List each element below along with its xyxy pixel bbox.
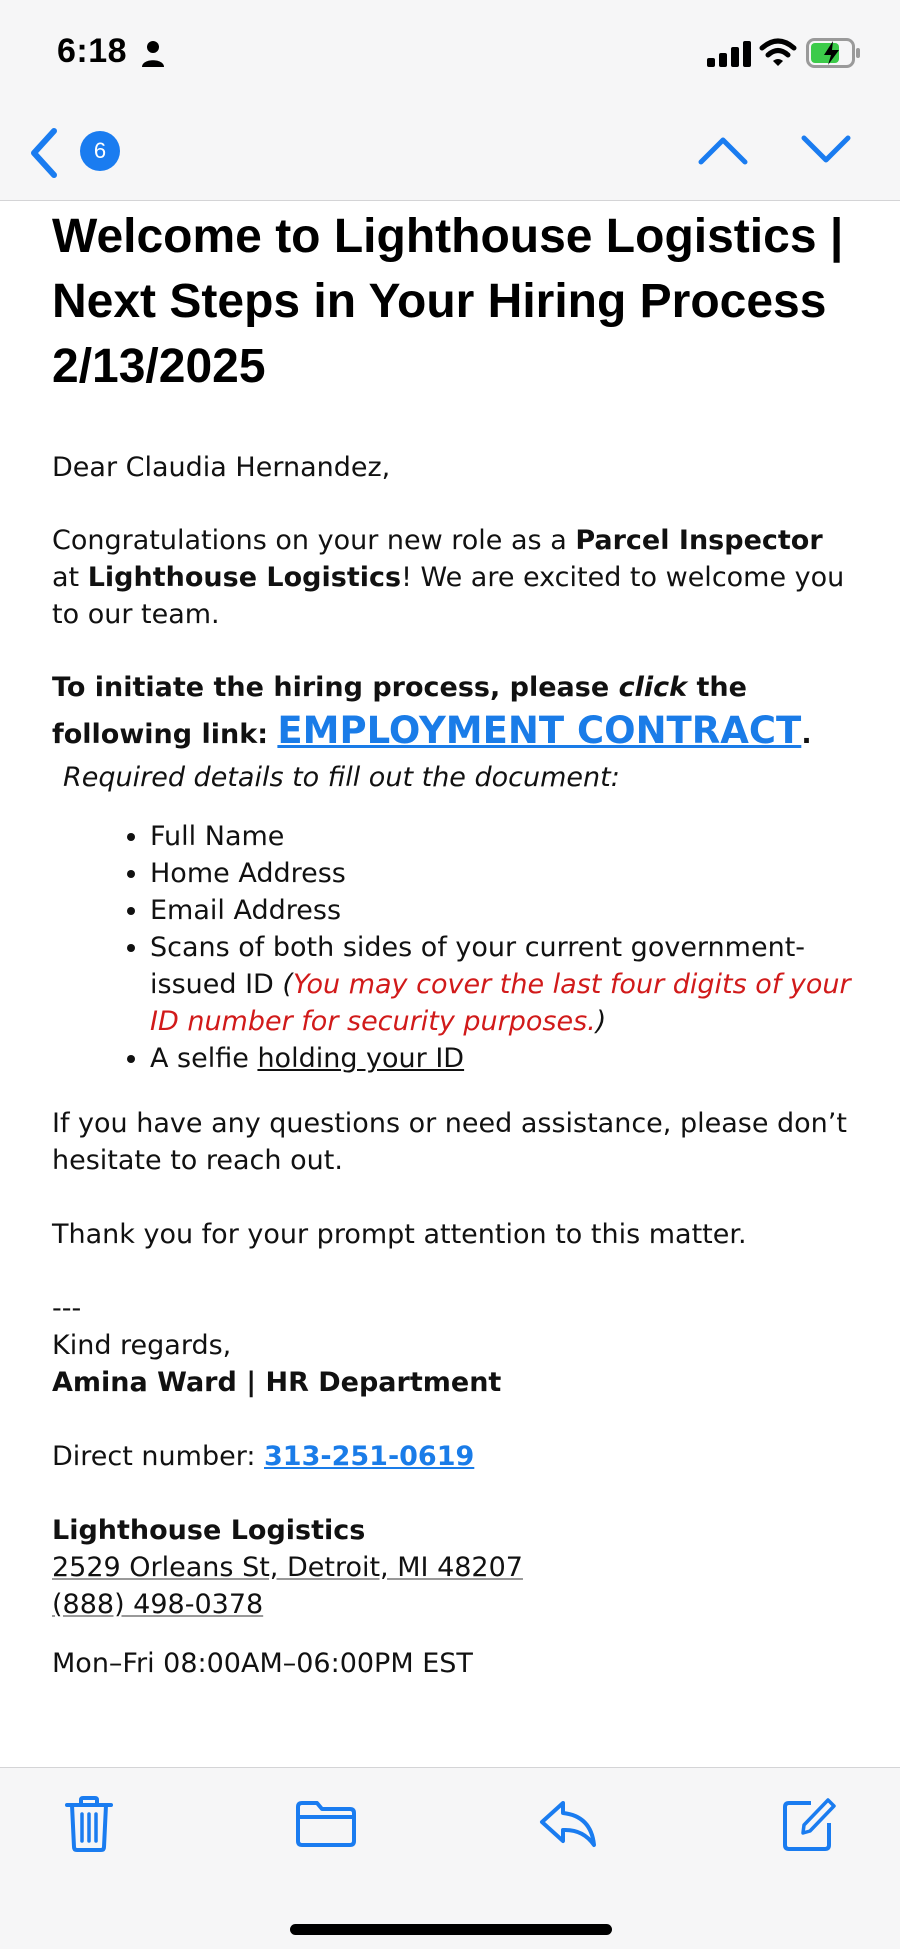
email-body — [52, 200, 852, 1679]
trash-icon[interactable] — [64, 1795, 114, 1853]
selfie-underlined: holding your ID — [257, 1043, 465, 1074]
compose-icon[interactable] — [781, 1795, 837, 1853]
reply-icon[interactable] — [539, 1799, 597, 1849]
questions-paragraph: If you have any questions or need assistance, please don’t hesitate to reach out. — [52, 1108, 847, 1176]
signature-phone[interactable]: (888) 498-0378 — [52, 1589, 264, 1620]
congrats-welcome: ! We are excited to welcome you to our team. — [52, 562, 845, 630]
signature-phone-line — [52, 1586, 852, 1623]
employment-contract-link[interactable]: EMPLOYMENT CONTRACT — [277, 709, 802, 752]
status-bar — [0, 0, 900, 110]
email-subject: Welcome to Lighthouse Logistics | Next Steps in Your Hiring Process 2/13/2025 — [52, 210, 844, 393]
id-note-open: ( — [282, 969, 293, 1000]
required-details-list — [52, 818, 852, 1077]
id-security-note: You may cover the last four digits of your ID number for security purposes. — [150, 969, 851, 1037]
signature-name — [52, 1364, 852, 1401]
back-chevron-icon[interactable] — [26, 127, 60, 179]
home-indicator[interactable] — [290, 1924, 612, 1935]
sender-name: Amina Ward | HR Department — [52, 1367, 502, 1398]
bottom-toolbar — [0, 1767, 900, 1949]
greeting: Dear Claudia Hernandez, — [52, 452, 391, 483]
mail-nav-bar — [0, 110, 900, 201]
direct-number-link[interactable]: 313-251-0619 — [264, 1441, 475, 1472]
company-name: Lighthouse Logistics — [87, 562, 402, 593]
instruction-text: To initiate the hiring process, please — [52, 672, 619, 703]
wifi-icon — [760, 38, 796, 68]
congrats-paragraph — [52, 522, 852, 633]
required-details-intro: Required details to fill out the document: — [63, 762, 620, 793]
id-scan-text: Scans of both sides of your current government-issued ID — [150, 932, 806, 1000]
signature-regards: Kind regards, — [52, 1330, 232, 1361]
list-item: • Email Address — [150, 892, 852, 929]
congrats-text: Congratulations on your new role as a — [52, 525, 576, 556]
list-item: • Home Address — [150, 855, 852, 892]
list-item — [150, 929, 852, 1040]
signature-company: Lighthouse Logistics — [52, 1515, 366, 1546]
instruction-click: click — [618, 672, 688, 703]
congrats-at: at — [52, 562, 88, 593]
down-chevron-icon[interactable] — [800, 134, 852, 166]
id-note-close: ) — [595, 1006, 607, 1037]
signature-address-line — [52, 1549, 852, 1586]
up-chevron-icon[interactable] — [697, 134, 749, 166]
folder-icon[interactable] — [295, 1799, 357, 1849]
person-icon — [141, 40, 165, 68]
battery-charging-icon — [806, 38, 862, 68]
selfie-text: A selfie — [150, 1043, 258, 1074]
unread-count-badge[interactable]: 6 — [80, 131, 120, 171]
role-name: Parcel Inspector — [575, 525, 823, 556]
direct-number-label: Direct number: — [52, 1441, 265, 1472]
thanks-paragraph: Thank you for your prompt attention to this matter. — [52, 1219, 747, 1250]
direct-number-line — [52, 1438, 852, 1475]
instruction-period: . — [801, 719, 812, 750]
signature-address[interactable]: 2529 Orleans St, Detroit, MI 48207 — [52, 1552, 523, 1583]
instruction-text-2: the following link: — [52, 672, 747, 750]
signature-hours-partial: Mon–Fri 08:00AM–06:00PM EST — [52, 1648, 473, 1679]
list-item — [150, 1040, 852, 1077]
instruction-paragraph — [52, 669, 852, 755]
signature-separator: --- — [52, 1293, 82, 1324]
status-time: 6:18 — [57, 32, 128, 70]
list-item: • Full Name — [150, 818, 852, 855]
signal-icon — [707, 41, 751, 67]
